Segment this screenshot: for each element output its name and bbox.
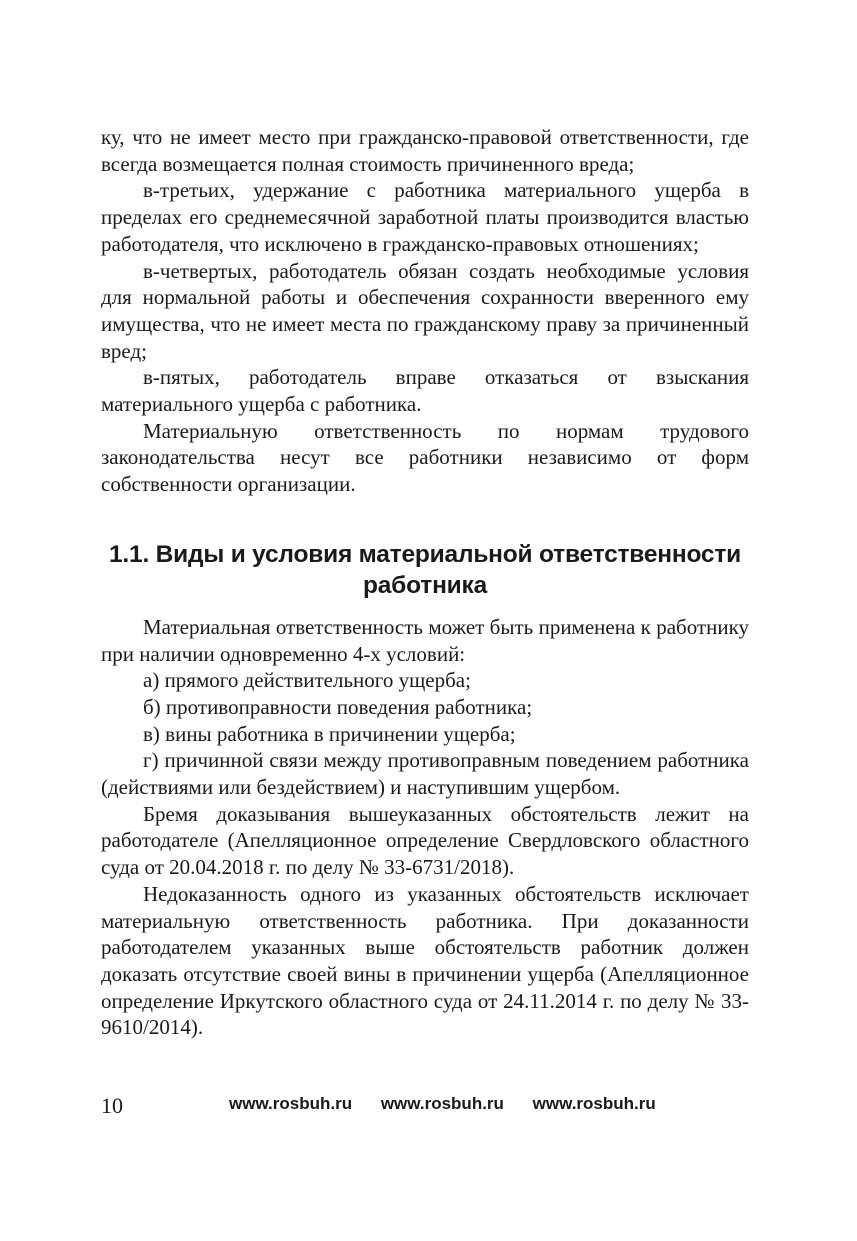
paragraph-conditions-intro: Материальная ответственность может быть применена к работнику при наличии одновременно 4-х условий: [101,614,749,666]
footer-link[interactable]: www.rosbuh.ru [229,1094,353,1113]
section-heading-line1: 1.1. Виды и условия материальной ответственности [109,540,741,568]
footer-links [229,1094,656,1114]
page-body [101,124,749,1041]
list-item-c: в) вины работника в причинении ущерба; [143,721,516,746]
list-item-d: г) причинной связи между противоправным поведением работника (действиями или бездействием) и наступившим ущербом. [101,748,749,800]
paragraph-liability-scope: Материальную ответственность по нормам трудового законодательства несут все работники независимо от форм собственности организации. [101,418,749,497]
paragraph-burden-of-proof: Бремя доказывания вышеуказанных обстоятельств лежит на работодателе (Апелляционное определение Свердловского областного суда от 20.04.2018 г. по делу № 33-6731/2018). [101,801,749,880]
page-number: 10 [101,1093,123,1118]
paragraph-fifth: в-пятых, работодатель вправе отказаться от взыскания материального ущерба с работника. [101,365,749,417]
paragraph-continuation: ку, что не имеет место при гражданско-правовой ответственности, где всегда возмещается полная стоимость причиненного вреда; [101,125,749,176]
section-heading-line2: работника [362,571,488,599]
paragraph-third: в-третьих, удержание с работника материального ущерба в пределах его среднемесячной заработной платы производится властью работодателя, что исключено в гражданско-правовых отношениях; [101,178,749,256]
list-item-a: а) прямого действительного ущерба; [143,668,471,693]
paragraph-fourth: в-четвертых, работодатель обязан создать необходимые условия для нормальной работы и обеспечения сохранности вверенного ему имущества, что не имеет места по гражданскому праву за причиненный вред; [101,258,749,363]
paragraph-unproven: Недоказанность одного из указанных обстоятельств исключает материальную ответственность работника. При доказанности работодателем указанных выше обстоятельств работник должен доказать отсутствие своей вины в причинении ущерба (Апелляционное определение Иркутского областного суда от 24.11.2014 г. по делу № 33-9610/2014). [101,881,749,1040]
list-item-b: б) противоправности поведения работника; [143,694,533,719]
page-footer [101,1093,749,1123]
section-heading [101,539,749,601]
footer-link[interactable]: www.rosbuh.ru [532,1094,656,1113]
footer-link[interactable]: www.rosbuh.ru [380,1094,504,1113]
